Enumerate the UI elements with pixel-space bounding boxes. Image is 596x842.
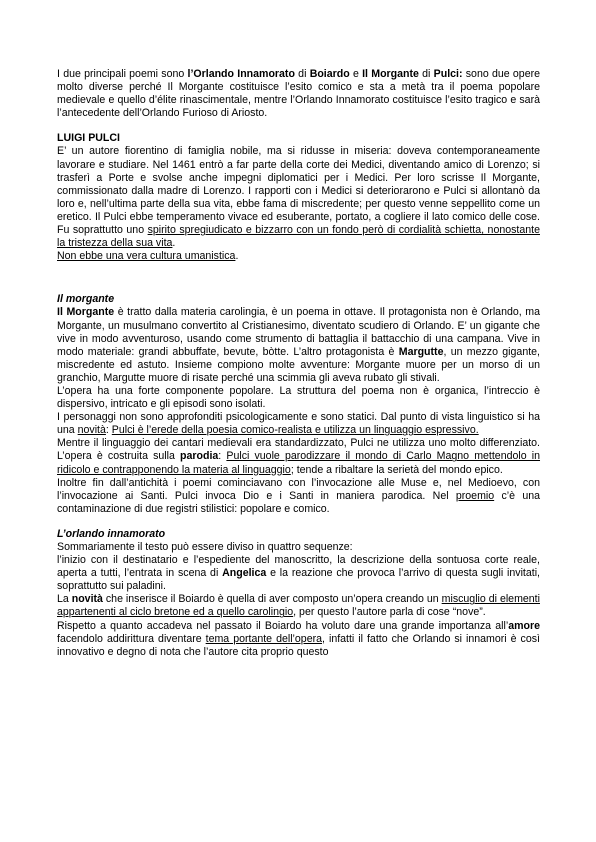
bold-title-orlando-innamorato: l’Orlando Innamorato xyxy=(187,68,295,80)
bold-pulci: Pulci: xyxy=(433,68,463,80)
morgante-paragraph-5: Inoltre fin dall’antichità i poemi cominciavano con l’invocazione alle Muse e, nel Medioevo, con l’invocazione ai Santi. Pulci invoca Dio e i Santi in maniera parodica. Nel proemio c’è una contaminazione di due registri stilistici: popolare e comico. xyxy=(57,476,540,515)
intro-paragraph: I due principali poemi sono l’Orlando Innamorato di Boiardo e Il Morgante di Pulci: sono due opere molto diverse perché Il Morgante costituisce l’esito comico e sta a metà tra il poema popolare medievale e quello d’élite rinascimentale, mentre l’Orlando Innamorato costituisce l’esito tragico e sarà l’antecedente dell’Orlando Furioso di Ariosto. xyxy=(57,68,541,120)
section-heading-morgante: Il morgante xyxy=(57,293,115,306)
innamorato-paragraph-3: La novità che inserisce il Boiardo è quella di aver composto un’opera creando un miscuglio di elementi appartenenti al ciclo bretone ed a quello carolingio, per questo l’autore parla di cose “nove”. xyxy=(57,593,540,619)
morgante-paragraph-2: L’opera ha una forte componente popolare. La struttura del poema non è organica, l’intreccio è dispersivo, intricato e gli episodi sono isolati. xyxy=(57,384,540,411)
morgante-paragraph-1: Il Morgante è tratto dalla materia carolingia, è un poema in ottave. Il protagonista non è Orlando, ma Morgante, un musulmano convertito al Cristianesimo, diventato scudiero di Orlando. E’ un gigante che vive in modo avventuroso, usando come strumento di battaglia il battacchio di una campana. Vive in modo materiale: grandi abbuffate, bevute, bòtte. L’altro protagonista è Margutte, un mezzo gigante, miscredente ed astuto. Insieme compiono molte avventure: Morgante muore per un morso di un granchio, Margutte muore di risate perché una scimmia gli aveva rubato gli stivali. xyxy=(57,306,540,384)
pulci-paragraph: E’ un autore fiorentino di famiglia nobile, ma si ridusse in miseria: doveva contemporaneamente lavorare e studiare. Nel 1461 entrò a far parte della corte dei Medici, diventando amico di Lorenzo; si trasferì a Porte e svolse anche impegni diplomatici per i Medici. Per loro scrisse Il Morgante, commissionato dalla madre di Lorenzo. I rapporti con i Medici si deteriorarono e Pulci si allontanò da loro e, nell’ultima parte della sua vita, ebbe fama di miscredente; per questo venne seppellito come un eretico. Il Pulci ebbe temperamento vivace ed esuberante, portato, a cogliere il lato comico delle cose. Fu soprattutto uno spirito spregiudicato e bizzarro con un fondo però di cordialità schietta, nonostante la tristezza della sua vita. xyxy=(57,145,540,250)
morgante-paragraph-3: I personaggi non sono approfonditi psicologicamente e sono statici. Dal punto di vista linguistico si ha una novità: Pulci è l’erede della poesia comico-realista e utilizza un linguaggio espressivo. xyxy=(57,411,540,437)
bold-title-morgante: Il Morgante xyxy=(362,68,419,80)
pulci-culture-line: Non ebbe una vera cultura umanistica. xyxy=(57,250,239,263)
innamorato-paragraph-1: Sommariamente il testo può essere diviso in quattro sequenze: xyxy=(57,541,353,553)
section-heading-pulci: LUIGI PULCI xyxy=(57,132,120,145)
innamorato-paragraph-2: l’inizio con il destinatario e l’espediente del manoscritto, la descrizione della sontuosa corte reale, aperta a tutti, l’entrata in scena di Angelica e la reazione che provoca l’arrivo di questa sugli invitati, soprattutto sui paladini. xyxy=(57,554,541,593)
morgante-paragraph-4: Mentre il linguaggio dei cantari medievali era standardizzato, Pulci ne utilizza uno molto differenziato. L’opera è costruita sulla parodia: Pulci vuole parodizzare il mondo di Carlo Magno mettendolo in ridicolo e contrapponendo la materia al linguaggio; tende a ribaltare la serietà del mondo epico. xyxy=(57,437,541,476)
innamorato-paragraph-4: Rispetto a quanto accadeva nel passato il Boiardo ha voluto dare una grande importanza all’amore facendolo addirittura diventare tema portante dell’opera, infatti il fatto che Orlando si innamori è così innovativo e degno di nota che l’autore cita proprio questo xyxy=(57,619,540,658)
bold-boiardo: Boiardo xyxy=(309,68,350,80)
section-heading-orlando-innamorato: L’orlando innamorato xyxy=(57,527,166,540)
